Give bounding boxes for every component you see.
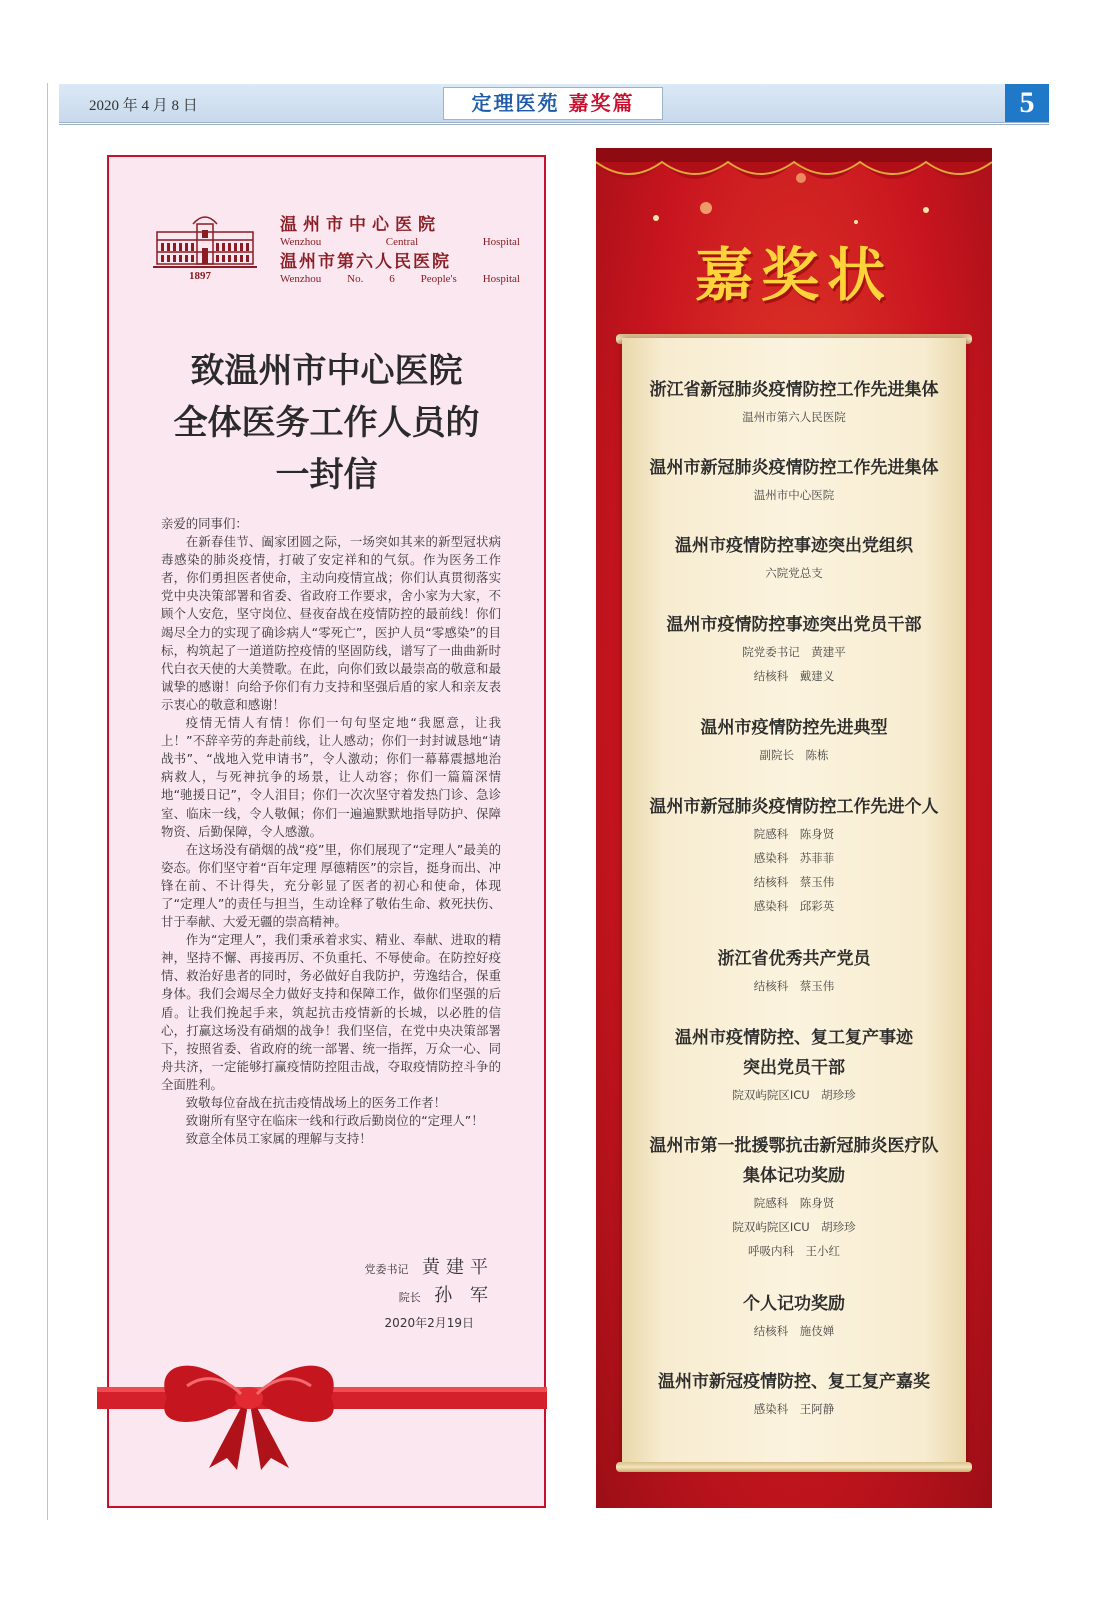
award-recipient: 院感科 陈身贤 [753,1196,835,1210]
award-recipient: 呼吸内科 王小红 [748,1244,840,1258]
page-header [59,84,1049,123]
award-recipient: 结核科 蔡玉伟 [753,875,835,889]
signature-party-secretary [324,1253,494,1279]
award-entry [596,1367,992,1421]
red-ribbon-bow-icon [97,1350,547,1470]
hospital2-name-en [280,272,520,287]
letter-title-line: 一封信 [275,455,378,495]
letter-body [161,515,501,1148]
hospital2-name-cn: 温州市第六人民医院 [280,252,451,272]
award-entry-title: 个人记功奖励 [743,1294,845,1314]
award-entry [596,375,992,429]
award-panel [596,148,992,1508]
letter-title-line: 全体医务工作人员的 [173,403,480,443]
award-entry [596,944,992,998]
award-recipient: 副院长 陈栋 [759,748,829,762]
scroll-rod-bottom [616,1462,972,1472]
award-recipient: 院双屿院区ICU 胡珍珍 [732,1088,856,1102]
masthead-logo [443,87,663,120]
award-recipient: 感染科 邱彩英 [753,899,835,913]
signature-name: 黄建平 [422,1257,494,1278]
signature-role: 党委书记 [364,1263,409,1276]
award-recipient: 感染科 王阿静 [753,1402,835,1416]
hospital-building-icon [153,210,257,270]
award-recipient: 结核科 蔡玉伟 [753,979,835,993]
signature-role: 院长 [398,1291,421,1304]
letter-paragraph: 在这场没有硝烟的战“疫”里，你们展现了“定理人”最美的姿态。你们坚守着“百年定理 厚德精医”的宗旨，挺身而出、冲锋在前、不计得失，充分彰显了医者的初心和使命，体现了“定理人”的责任与担当，生动诠释了敬佑生命、救死扶伤、甘于奉献、大爱无疆的崇高精神。 [161,841,501,930]
letter-title-line: 致温州市中心医院 [190,351,463,391]
masthead-section: 嘉奖篇 [568,91,635,115]
award-entry [596,1289,992,1343]
award-entry-title: 温州市疫情防控事迹突出党员干部 [666,615,922,635]
letter-paragraph: 疫情无情人有情！你们一句句坚定地“我愿意，让我上！”不辞辛劳的奔赴前线，让人感动；你们一封封诚恳地“请战书”、“战地入党申请书”，令人激动；你们一幕幕震撼地治病救人，与死神抗争的场景，让人动容；你们一篇篇深情地“驰援日记”，令人泪目；你们一次次坚守着发热门诊、急诊室、临床一线，令人敬佩；你们一遍遍默默地指导防护、保障物资、后勤保障，令人感激。 [161,715,501,839]
page-left-rule [47,83,48,1520]
award-entry-title: 集体记功奖励 [743,1166,845,1186]
letter-paragraph: 致敬每位奋战在抗击疫情战场上的医务工作者！ [185,1095,446,1110]
award-title: 嘉奖状 [694,241,893,309]
letter-title [109,345,544,501]
award-entry-title: 温州市疫情防控先进典型 [700,718,888,738]
award-entry-title: 浙江省新冠肺炎疫情防控工作先进集体 [649,380,939,400]
award-entry [596,610,992,688]
letter-paragraph: 致意全体员工家属的理解与支持！ [185,1131,372,1147]
hospital2-en-word: People's [420,273,457,285]
award-entry [596,531,992,585]
hospital1-name-cn: 温州市中心医院 [280,215,441,235]
award-recipient: 结核科 戴建义 [753,669,835,683]
award-entry-title: 温州市第一批援鄂抗击新冠肺炎医疗队 [649,1136,939,1156]
award-entry-title: 温州市疫情防控事迹突出党组织 [675,536,913,556]
signature-name: 孙 军 [434,1285,494,1306]
page-number: 5 [1005,84,1049,122]
award-entry-title: 突出党员干部 [743,1058,845,1078]
founding-year: 1897 [189,270,211,282]
letter-date: 2020年2月19日 [384,1316,474,1330]
letter-paragraph: 在新春佳节、阖家团圆之际，一场突如其来的新型冠状病毒感染的肺炎疫情，打破了安定祥和的气氛。作为医务工作者，你们勇担医者使命，主动向疫情宣战；你们认真贯彻落实党中央决策部署和省委、省政府工作要求，舍小家为大家，不顾个人安危，坚守岗位、昼夜奋战在疫情防控的最前线！你们竭尽全力的实现了确诊病人“零死亡”，医护人员“零感染”的目标，构筑起了一道道防控疫情的坚固防线，谱写了一曲曲新时代白衣天使的大美赞歌。在此，向你们致以最崇高的敬意和最诚挚的感谢！向给予你们有力支持和坚强后盾的家人和亲友表示衷心的敬意和感谢！ [161,534,501,712]
letter-panel [107,155,546,1508]
letter-paragraph: 作为“定理人”，我们秉承着求实、精业、奉献、进取的精神，坚持不懈、再接再厉、不负重托、不辱使命。在防控好疫情、救治好患者的同时，务必做好自我防护，劳逸结合，保重身体。我们会竭尽全力做好支持和保障工作，做你们坚强的后盾。让我们挽起手来，筑起抗击疫情新的长城，以必胜的信心，打赢这场没有硝烟的战争！我们坚信，在党中央决策部署下，按照省委、省政府的统一部署、统一指挥，万众一心、同舟共济，一定能够打赢疫情防控阻击战，夺取疫情防控斗争的全面胜利。 [161,932,501,1092]
award-recipient: 院双屿院区ICU 胡珍珍 [732,1220,856,1234]
stage-curtain-icon [596,148,992,228]
award-entry-title: 温州市新冠疫情防控、复工复产嘉奖 [658,1372,930,1392]
letter-salutation: 亲爱的同事们： [161,516,248,531]
award-entry [596,453,992,507]
hospital2-en-word: 6 [389,273,395,285]
hospital-names [280,215,520,289]
letter-paragraph: 致谢所有坚守在临床一线和行政后勤岗位的“定理人”！ [185,1113,484,1129]
award-entry-title: 温州市新冠肺炎疫情防控工作先进集体 [649,458,939,478]
award-entry [596,1131,992,1263]
hospital2-en-word: No. [347,273,364,285]
award-entry-title: 温州市疫情防控、复工复产事迹 [675,1028,913,1048]
award-entry [596,1023,992,1107]
award-recipient: 温州市中心医院 [753,488,835,502]
hospital1-en-word: Hospital [482,236,520,248]
award-entry-title: 温州市新冠肺炎疫情防控工作先进个人 [649,797,939,817]
award-entry [596,713,992,767]
award-entry [596,792,992,918]
award-recipient: 感染科 苏菲菲 [753,851,835,865]
award-entry-title: 浙江省优秀共产党员 [717,949,871,969]
hospital2-en-word: Hospital [482,273,520,285]
award-recipient: 六院党总支 [765,566,823,580]
signature-president [324,1281,494,1307]
header-divider [59,124,1049,125]
award-recipient: 温州市第六人民医院 [742,410,846,424]
issue-date: 2020 年 4 月 8 日 [89,98,198,114]
masthead-title: 定理医苑 [471,91,560,115]
hospital1-en-word: Central [385,236,419,248]
award-recipient: 院感科 陈身贤 [753,827,835,841]
award-recipient: 院党委书记 黄建平 [742,645,846,659]
hospital2-en-word: Wenzhou [280,273,322,285]
award-recipient: 结核科 施伎婵 [753,1324,835,1338]
hospital1-en-word: Wenzhou [280,236,322,248]
hospital1-name-en [280,235,520,250]
